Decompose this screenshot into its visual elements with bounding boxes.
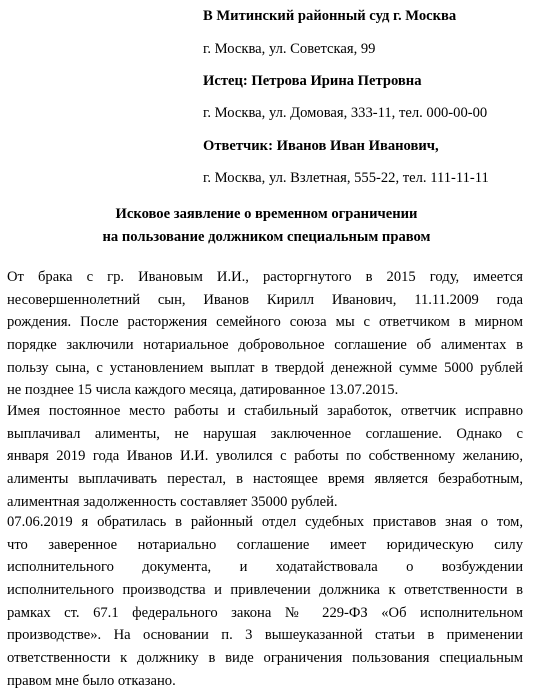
paragraph-line: рамках ст. 67.1 федерального закона № 229-ФЗ «Об исполнительном <box>7 604 523 621</box>
plaintiff-name: Истец: Петрова Ирина Петровна <box>203 73 422 89</box>
court-name: В Митинский районный суд г. Москва <box>203 8 457 24</box>
paragraph-line: выплачивал алименты, не нарушая заключенное соглашение. Однако с <box>7 425 523 442</box>
paragraph-line: пользу сына, с установлением выплат в твердой денежной сумме 5000 рублей <box>7 359 523 376</box>
paragraph-line: Имея постоянное место работы и стабильный заработок, ответчик исправно <box>7 403 523 419</box>
paragraph-line: алиментная задолженность составляет 35000 рублей. <box>7 493 338 510</box>
paragraph-1 <box>7 266 523 402</box>
paragraph-line: рождения. После расторжения семейного союза мы с ответчиком в мирном <box>7 314 523 331</box>
paragraph-line: что заверенное нотариально соглашение имеет юридическую силу <box>7 536 523 553</box>
document-title-line-1: Исковое заявление о временном ограничении <box>115 206 418 222</box>
paragraph-line: несовершеннолетний сын, Иванов Кирилл Иванович, 11.11.2009 года <box>7 291 523 308</box>
paragraph-2 <box>7 400 523 513</box>
paragraph-line: производстве». На основании п. 3 вышеуказанной статьи в применении <box>7 627 523 644</box>
court-address: г. Москва, ул. Советская, 99 <box>203 41 376 57</box>
paragraph-line: исполнительного документа, и ходатайствовала о возбуждении <box>7 559 523 576</box>
plaintiff-address: г. Москва, ул. Домовая, 333-11, тел. 000-00-00 <box>203 105 488 121</box>
paragraph-line: правом мне было отказано. <box>7 672 176 689</box>
defendant-name: Ответчик: Иванов Иван Иванович, <box>203 138 439 154</box>
paragraph-3 <box>7 511 523 693</box>
paragraph-line: исполнительного производства и привлечении должника к ответственности в <box>7 582 523 599</box>
paragraph-line: не позднее 15 числа каждого месяца, датированное 13.07.2015. <box>7 382 399 399</box>
paragraph-line: порядке заключили нотариальное добровольное соглашение об алиментах в <box>7 337 523 354</box>
defendant-address: г. Москва, ул. Взлетная, 555-22, тел. 111-11-11 <box>203 170 489 186</box>
document-title-line-2: на пользование должником специальным правом <box>102 229 431 245</box>
paragraph-line: 07.06.2019 я обратилась в районный отдел судебных приставов зная о том, <box>7 514 523 530</box>
paragraph-line: ответственности к должнику в виде ограничения пользования специальным <box>7 650 523 667</box>
paragraph-line: От брака с гр. Ивановым И.И., расторгнутого в 2015 году, имеется <box>7 269 523 285</box>
paragraph-line: алименты выплачивать перестал, в настоящее время является безработным, <box>7 471 523 488</box>
paragraph-line: января 2019 года Иванов И.И. уволился с работы по собственному желанию, <box>7 448 523 465</box>
